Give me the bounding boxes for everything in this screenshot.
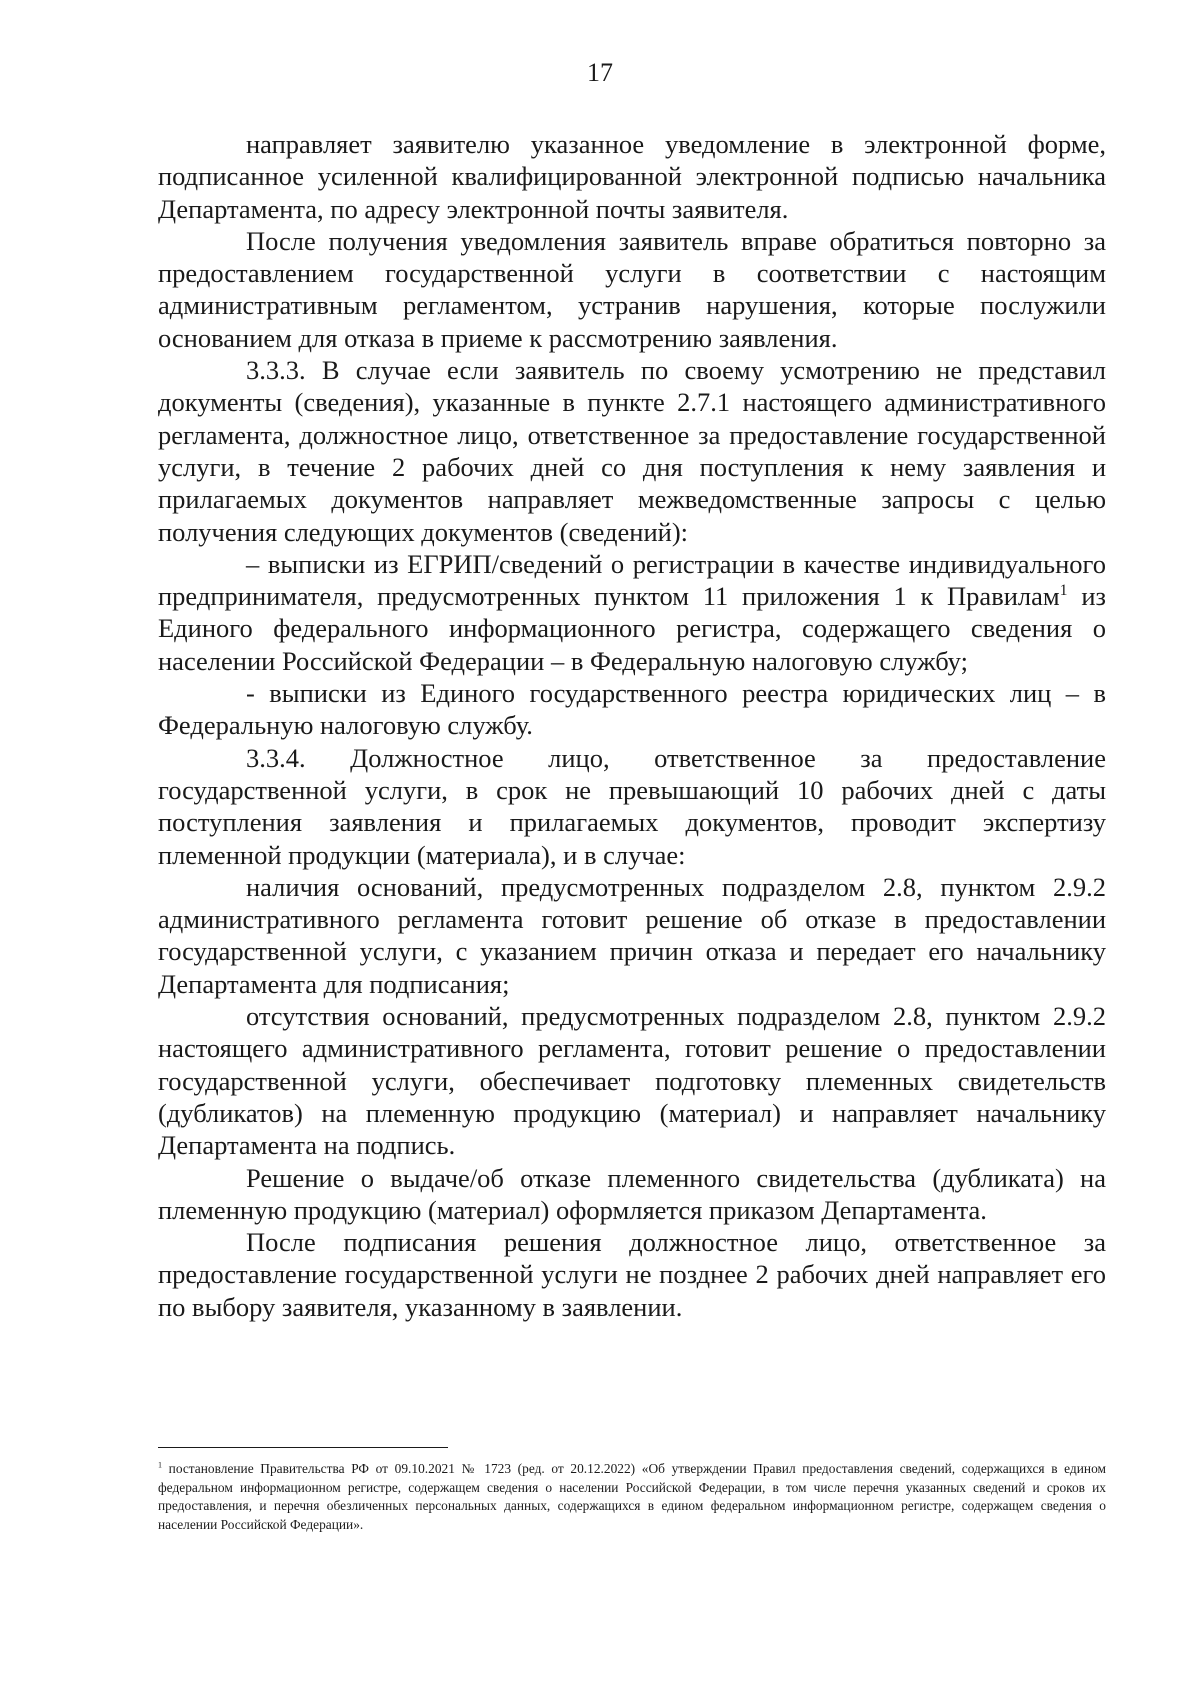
footnote-marker: 1: [158, 1460, 163, 1470]
paragraph-notification-sent: направляет заявителю указанное уведомление в электронной форме, подписанное усиленной квалифицированной электронной подписью начальника Департамента, по адресу электронной почты заявителя.: [158, 129, 1106, 224]
footnote-reference[interactable]: 1: [1059, 582, 1068, 600]
footnote-text: постановление Правительства РФ от 09.10.2021 № 1723 (ред. от 20.12.2022) «Об утверждении Правил предоставления сведений, содержащихся в едином федеральном информационном регистре, содержащем сведения о населении Российской Федерации, в том числе перечня указанных сведений и сроков их предоставления, и перечня обезличенных персональных данных, содержащихся в едином федеральном информационном регистре, содержащем сведения о населении Российской Федерации».: [158, 1461, 1106, 1532]
paragraph-decision-order: Решение о выдаче/об отказе племенного свидетельства (дубликата) на племенную продукцию (материал) оформляется приказом Департамента.: [158, 1162, 1106, 1225]
footnote-divider: [158, 1447, 448, 1448]
paragraph-3-3-4: 3.3.4. Должностное лицо, ответственное за предоставление государственной услуги, в срок не превышающий 10 рабочих дней с даты поступления заявления и прилагаемых документов, проводит экспертизу племенной продукции (материала), и в случае:: [158, 742, 1106, 870]
page-number: 17: [587, 58, 613, 87]
paragraph-refusal-grounds: наличия оснований, предусмотренных подразделом 2.8, пунктом 2.9.2 административного регламента готовит решение об отказе в предоставлении государственной услуги, с указанием причин отказа и передает его начальнику Департамента для подписания;: [158, 871, 1106, 999]
paragraph-egrul-extract: - выписки из Единого государственного реестра юридических лиц – в Федеральную налоговую службу.: [158, 678, 1106, 741]
paragraph-no-refusal-grounds: отсутствия оснований, предусмотренных подразделом 2.8, пунктом 2.9.2 настоящего административного регламента, готовит решение о предоставлении государственной услуги, обеспечивает подготовку племенных свидетельств (дубликатов) на племенную продукцию (материал) и направляет начальнику Департамента на подпись.: [158, 1001, 1106, 1161]
footnote: [158, 1460, 1106, 1534]
paragraph-repeat-application: После получения уведомления заявитель вправе обратиться повторно за предоставлением государственной услуги в соответствии с настоящим административным регламентом, устранив нарушения, которые послужили основанием для отказа в приеме к рассмотрению заявления.: [158, 225, 1106, 353]
egrip-text-after: из Единого федерального информационного регистра, содержащего сведения о населении Российской Федерации – в Федеральную налоговую службу;: [158, 581, 1106, 676]
body-text: [158, 128, 1106, 1323]
egrip-text-before: – выписки из ЕГРИП/сведений о регистрации в качестве индивидуального предпринимателя, предусмотренных пунктом 11 приложения 1 к Правилам: [158, 548, 1106, 612]
paragraph-3-3-3: 3.3.3. В случае если заявитель по своему усмотрению не представил документы (сведения), указанные в пункте 2.7.1 настоящего административного регламента, должностное лицо, ответственное за предоставление государственной услуги, в течение 2 рабочих дней со дня поступления к нему заявления и прилагаемых документов направляет межведомственные запросы с целью получения следующих документов (сведений):: [158, 355, 1106, 547]
paragraph-after-signing: После подписания решения должностное лицо, ответственное за предоставление государственной услуги не позднее 2 рабочих дней направляет его по выбору заявителя, указанному в заявлении.: [158, 1227, 1106, 1322]
paragraph-egrip-extract: [158, 548, 1106, 677]
